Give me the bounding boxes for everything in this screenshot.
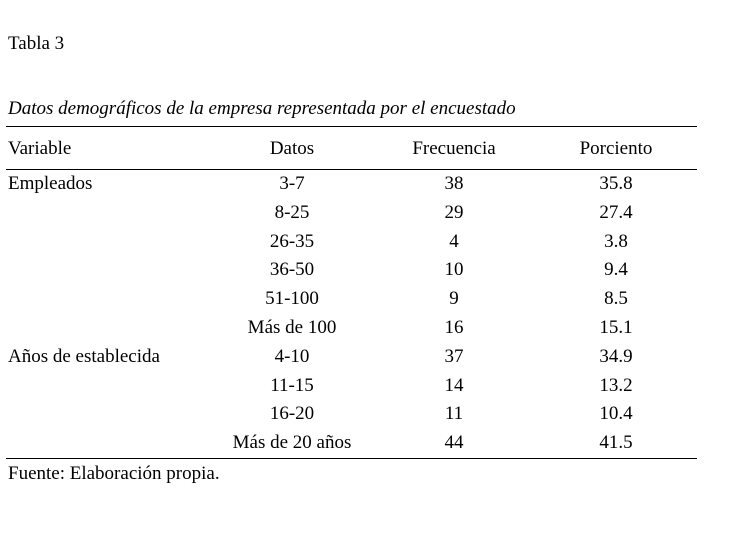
header-variable: Variable xyxy=(8,138,72,159)
frecuencia-cell: 9 xyxy=(449,288,459,310)
porciento-cell: 13.2 xyxy=(599,374,633,396)
datos-cell: Más de 20 años xyxy=(232,432,352,454)
frecuencia-cell: 44 xyxy=(444,432,464,454)
table-number-label: Tabla 3 xyxy=(8,33,65,54)
table-row xyxy=(0,343,744,372)
datos-cell: 51-100 xyxy=(265,288,319,310)
porciento-cell: 34.9 xyxy=(599,345,633,367)
datos-cell: Más de 100 xyxy=(247,316,337,338)
table-row xyxy=(0,256,744,285)
datos-cell: 36-50 xyxy=(269,259,315,281)
datos-cell: 16-20 xyxy=(269,403,315,425)
source-note: Fuente: Elaboración propia. xyxy=(8,463,220,484)
table-row xyxy=(0,372,744,401)
porciento-cell: 35.8 xyxy=(599,173,633,194)
group-label-anos-de-establecida: Años de establecida xyxy=(8,345,160,367)
porciento-cell: 10.4 xyxy=(599,403,633,425)
table-bottom-rule xyxy=(6,458,697,459)
table-body xyxy=(0,170,744,458)
table-row xyxy=(0,170,744,199)
porciento-cell: 41.5 xyxy=(599,432,633,454)
frecuencia-cell: 14 xyxy=(444,374,464,396)
frecuencia-cell: 10 xyxy=(444,259,464,281)
table-row xyxy=(0,400,744,429)
header-frecuencia: Frecuencia xyxy=(412,138,496,159)
header-datos: Datos xyxy=(269,138,315,159)
group-label-empleados: Empleados xyxy=(8,173,93,194)
datos-cell: 11-15 xyxy=(270,374,314,396)
table-top-rule xyxy=(6,126,697,127)
header-porciento: Porciento xyxy=(579,138,653,159)
frecuencia-cell: 11 xyxy=(444,403,464,425)
table-row xyxy=(0,314,744,343)
datos-cell: 3-7 xyxy=(279,173,305,194)
porciento-cell: 8.5 xyxy=(604,288,628,310)
table-row xyxy=(0,429,744,458)
datos-cell: 8-25 xyxy=(274,201,310,223)
datos-cell: 26-35 xyxy=(269,230,315,252)
porciento-cell: 9.4 xyxy=(604,259,628,281)
porciento-cell: 3.8 xyxy=(604,230,628,252)
porciento-cell: 27.4 xyxy=(599,201,633,223)
datos-cell: 4-10 xyxy=(274,345,310,367)
table-row xyxy=(0,285,744,314)
table-row xyxy=(0,199,744,228)
table-row xyxy=(0,228,744,257)
table-title: Datos demográficos de la empresa representada por el encuestado xyxy=(8,98,516,119)
frecuencia-cell: 4 xyxy=(449,230,459,252)
porciento-cell: 15.1 xyxy=(599,316,633,338)
frecuencia-cell: 16 xyxy=(444,316,464,338)
frecuencia-cell: 29 xyxy=(444,201,464,223)
frecuencia-cell: 37 xyxy=(444,345,464,367)
table-header-row xyxy=(0,135,744,163)
frecuencia-cell: 38 xyxy=(444,173,464,194)
